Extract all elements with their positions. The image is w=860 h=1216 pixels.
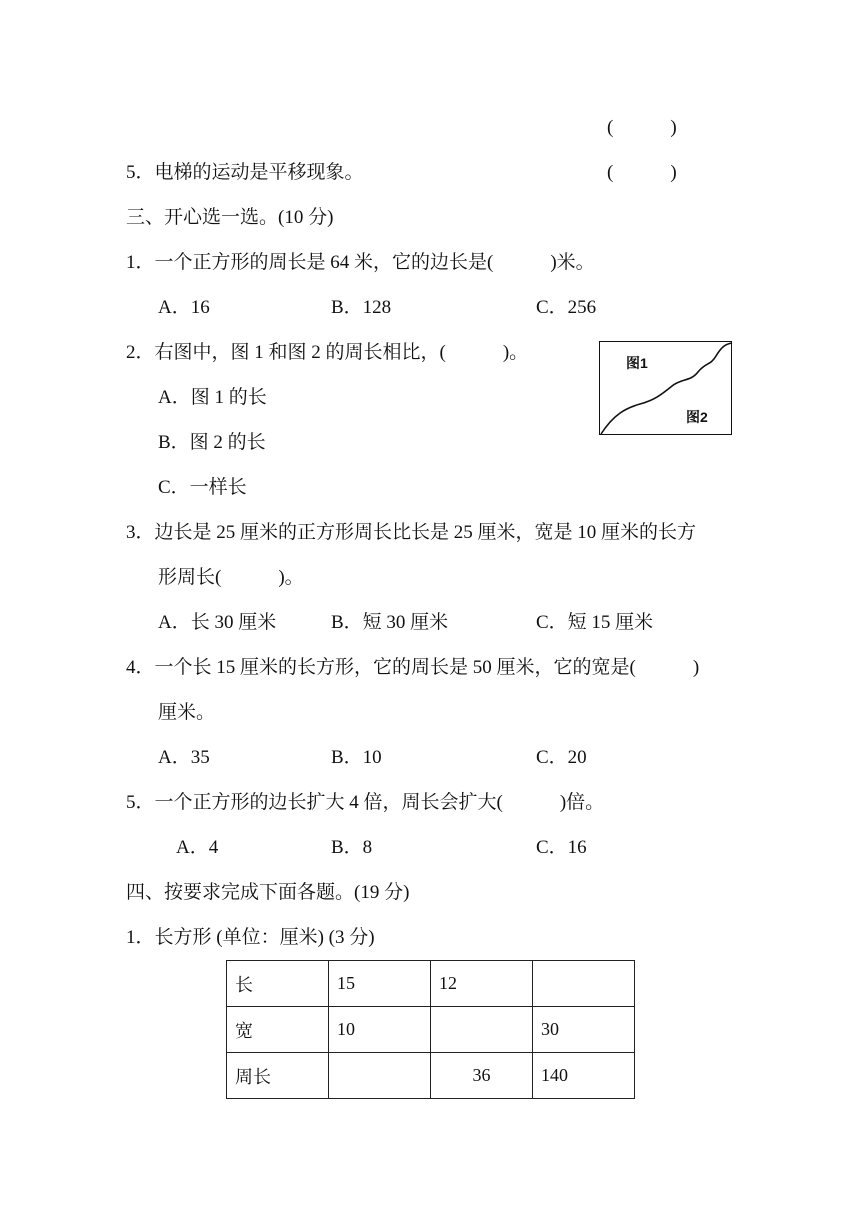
q4-stem-line1: 4．一个长 15 厘米的长方形，它的周长是 50 厘米，它的宽是( ) <box>126 657 700 678</box>
table-cell: 12 <box>431 961 533 1007</box>
table-cell: 周长 <box>227 1053 329 1099</box>
table-cell: 30 <box>533 1007 635 1053</box>
q5-stem: 5．一个正方形的边长扩大 4 倍，周长会扩大( )倍。 <box>126 792 605 813</box>
q2-figure <box>599 341 732 435</box>
rectangle-table <box>226 960 635 1099</box>
section-4-heading: 四、按要求完成下面各题。(19 分) <box>126 882 410 903</box>
table-cell-blank[interactable] <box>329 1053 431 1099</box>
q2-option-c[interactable]: C．一样长 <box>158 477 247 498</box>
table-cell: 15 <box>329 961 431 1007</box>
judge-item-5-answer[interactable]: ( ) <box>607 162 677 183</box>
table-row <box>227 1053 635 1099</box>
q1-option-b[interactable]: B．128 <box>331 297 392 318</box>
q3-option-c[interactable]: C．短 15 厘米 <box>536 612 654 633</box>
q1-stem: 1．一个正方形的周长是 64 米，它的边长是( )米。 <box>126 252 595 273</box>
judge-item-5: 5．电梯的运动是平移现象。 <box>126 162 364 183</box>
q3-stem-line1: 3．边长是 25 厘米的正方形周长比长是 25 厘米，宽是 10 厘米的长方 <box>126 522 697 543</box>
p1-stem: 1．长方形 (单位：厘米) (3 分) <box>126 927 375 948</box>
figure-label-1: 图1 <box>626 355 648 371</box>
wavy-divider-icon <box>600 342 733 436</box>
q5-option-c[interactable]: C．16 <box>536 837 587 858</box>
q5-option-b[interactable]: B．8 <box>331 837 373 858</box>
table-row <box>227 1007 635 1053</box>
q4-stem-line2: 厘米。 <box>158 702 216 723</box>
q3-option-b[interactable]: B．短 30 厘米 <box>331 612 449 633</box>
table-cell: 36 <box>431 1053 533 1099</box>
q1-option-c[interactable]: C．256 <box>536 297 597 318</box>
q3-option-a[interactable]: A．长 30 厘米 <box>158 612 277 633</box>
table-cell: 长 <box>227 961 329 1007</box>
table-cell-blank[interactable] <box>431 1007 533 1053</box>
q1-option-a[interactable]: A．16 <box>158 297 210 318</box>
table-row <box>227 961 635 1007</box>
q4-option-b[interactable]: B．10 <box>331 747 382 768</box>
q2-option-a[interactable]: A．图 1 的长 <box>158 387 267 408</box>
table-cell: 140 <box>533 1053 635 1099</box>
q2-stem: 2．右图中，图 1 和图 2 的周长相比，( )。 <box>126 342 529 363</box>
q4-option-c[interactable]: C．20 <box>536 747 587 768</box>
section-3-heading: 三、开心选一选。(10 分) <box>126 207 334 228</box>
q5-option-a[interactable]: A．4 <box>176 837 219 858</box>
table-cell: 10 <box>329 1007 431 1053</box>
q2-option-b[interactable]: B．图 2 的长 <box>158 432 266 453</box>
q3-stem-line2: 形周长( )。 <box>158 567 304 588</box>
table-cell-blank[interactable] <box>533 961 635 1007</box>
answer-paren-prev[interactable]: ( ) <box>607 117 677 138</box>
figure-label-2: 图2 <box>686 409 708 425</box>
table-cell: 宽 <box>227 1007 329 1053</box>
q4-option-a[interactable]: A．35 <box>158 747 210 768</box>
